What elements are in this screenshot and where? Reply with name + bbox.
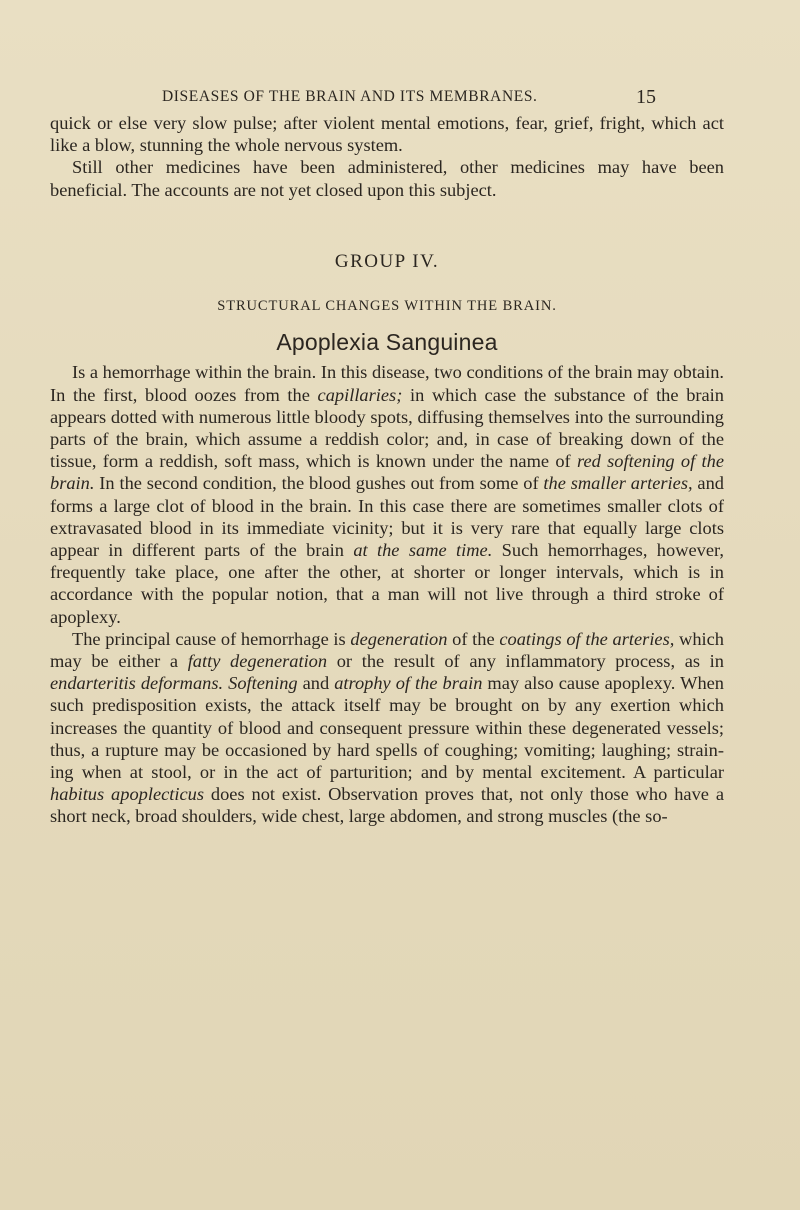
paragraph-continuation: quick or else very slow pulse; after violent mental emotions, fear, grief, fright, which act like a blow, stunning the whole nervous system. (50, 113, 724, 156)
text-run: does not exist. Observation proves that, not only those who have a short neck, broad shoulders, wide chest, large abdomen, and strong muscles (the so- (50, 784, 724, 827)
italic-run: Softening (228, 673, 298, 694)
text-run: may also cause apoplexy. When such predisposition exists, the attack itself may be brought on by any exertion which increases the quantity of blood and consequent pressure within these degenerated vessels; thus, a rupture may be occasioned by hard spells of coughing; vomiting; laughing; straining when at stool, or in the act of parturition; and by mental excitement. A particular (50, 673, 724, 783)
page-number: 15 (636, 86, 656, 108)
text-run: which may be either a (50, 628, 724, 672)
text-run: or the result of any inflammatory process, as in (327, 651, 724, 672)
paragraph-cause (50, 628, 724, 828)
text-run: Such hemorrhages, however, frequently take place, one after the other, at shorter or longer intervals, which is in accordance with the popular notion, that a man will not live through a third stroke of apoplexy. (50, 540, 724, 627)
sub-heading: STRUCTURAL CHANGES WITHIN THE BRAIN. (217, 298, 557, 315)
page-header (0, 88, 800, 112)
text-run: and (297, 673, 335, 694)
running-head: DISEASES OF THE BRAIN AND ITS MEMBRANES. (162, 88, 538, 105)
text-run: In the second condition, the blood gushes out from some of (94, 473, 544, 494)
text-run: and forms a large clot of blood in the brain. In this case there are sometimes smaller clots of extravasated blood in its immediate vicinity; but it is very rare that equally large clots appear in different parts of the brain (50, 473, 724, 561)
italic-run: coatings of the arteries, (499, 628, 675, 649)
paragraph-hemorrhage (50, 361, 724, 627)
text-run: The principal cause of hemorrhage is (72, 628, 351, 649)
body-text (50, 112, 724, 828)
group-heading: GROUP IV. (334, 250, 440, 272)
italic-run: degeneration (350, 628, 448, 649)
italic-run: at the same time. (353, 540, 493, 561)
italic-run: endarteritis deformans. (50, 673, 224, 694)
paragraph-medicines: Still other medicines have been administered, other medicines may have been beneficial. The accounts are not yet closed upon this subject. (50, 157, 724, 200)
italic-run: red softening of the brain. (50, 451, 724, 494)
italic-run: fatty degeneration (187, 651, 328, 672)
section-heading: Apoplexia Sanguinea (276, 329, 498, 356)
italic-run: capillaries; (317, 384, 403, 405)
text-run: Is a hemorrhage within the brain. In this disease, two conditions of the brain may obtain. In the first, blood oozes from the (50, 362, 724, 405)
italic-run: atrophy of the brain (334, 673, 483, 694)
text-run: of the (447, 628, 500, 649)
italic-run: habitus apoplecticus (50, 784, 205, 805)
text-run: in which case the substance of the brain appears dotted with numerous little bloody spots, diffusing themselves into the surrounding parts of the brain, which assume a reddish color; and, in case of breaking down of the tissue, form a reddish, soft mass, which is known under the name of (50, 384, 724, 472)
italic-run: the smaller arteries, (543, 473, 693, 494)
